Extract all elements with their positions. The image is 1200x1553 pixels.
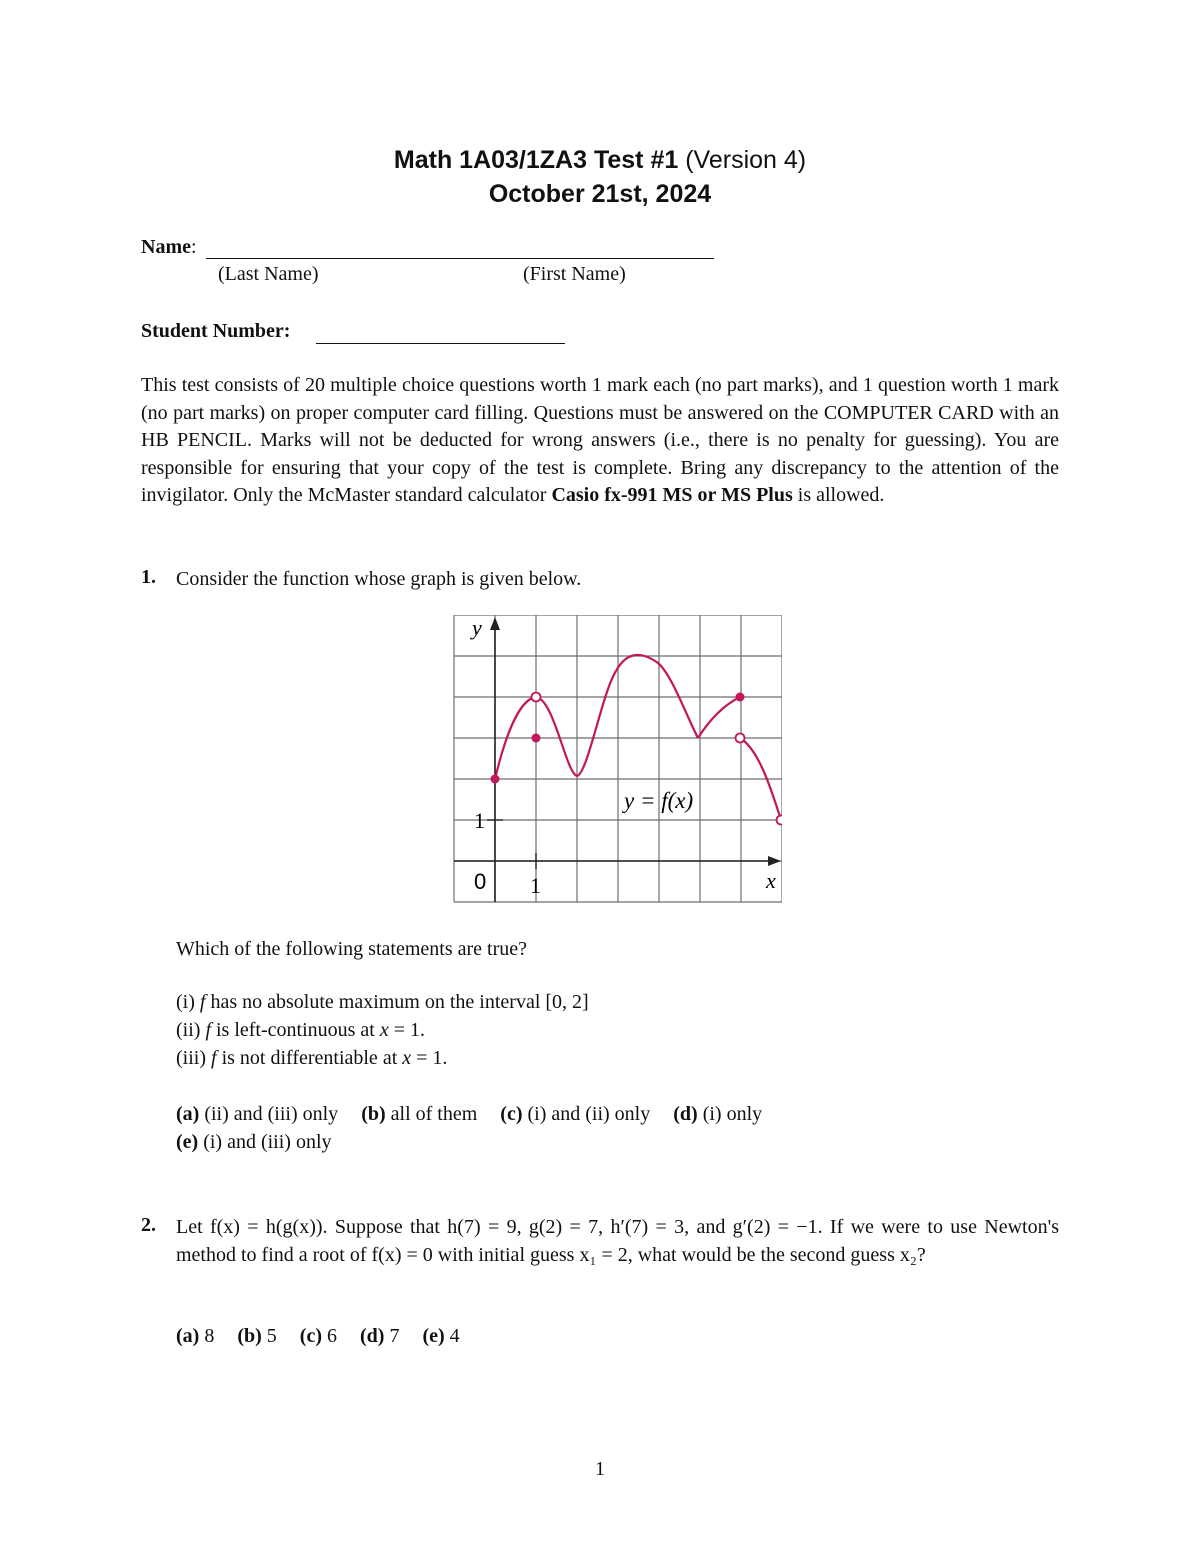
option-text: 7 bbox=[384, 1325, 400, 1347]
x-tick-label: 1 bbox=[530, 873, 541, 898]
option-text: 5 bbox=[261, 1325, 277, 1347]
option-letter: (b) bbox=[361, 1103, 386, 1125]
option-letter: (c) bbox=[299, 1325, 322, 1347]
student-number-line[interactable] bbox=[316, 343, 565, 344]
statement-iii bbox=[176, 1047, 447, 1070]
option-text: 6 bbox=[321, 1325, 337, 1347]
instructions-paragraph bbox=[141, 372, 1059, 510]
calculator-model: Casio fx-991 MS or MS Plus bbox=[551, 484, 793, 506]
instructions-text: This test consists of 20 multiple choice questions worth 1 mark each (no part marks), and 1 question worth 1 mark (no part marks) on proper computer card filling. Questions must be answered on the COMPUTER CARD with an HB PENCIL. Marks will not be deducted for wrong answers (i.e., there is no penalty for guessing). You are responsible for ensuring that your copy of the test is complete. Bring any discrepancy to the attention of the invigilator. Only the McMaster standard calculator bbox=[141, 374, 1059, 506]
option-a[interactable] bbox=[176, 1103, 338, 1125]
title-version: (Version 4) bbox=[685, 146, 807, 174]
math-var: x bbox=[402, 1047, 412, 1069]
option-d[interactable] bbox=[360, 1325, 399, 1347]
y-axis-label: y bbox=[472, 615, 482, 640]
name-colon: : bbox=[190, 236, 197, 258]
question-1-options-row-1 bbox=[176, 1103, 780, 1126]
statement-ii bbox=[176, 1019, 425, 1042]
test-title bbox=[0, 143, 1200, 211]
option-text: (ii) and (iii) only bbox=[199, 1103, 339, 1125]
question-1-options-row-2 bbox=[176, 1131, 350, 1154]
last-name-hint: (Last Name) bbox=[218, 263, 319, 285]
origin-label: 0 bbox=[474, 869, 487, 894]
option-d[interactable] bbox=[673, 1103, 762, 1125]
curve-label: y = f(x) bbox=[624, 788, 694, 813]
statement-number: (i) bbox=[176, 991, 200, 1013]
filled-point bbox=[491, 775, 500, 784]
option-c[interactable] bbox=[300, 1325, 337, 1347]
y-axis-arrow bbox=[490, 617, 500, 630]
question-2-text: Let f(x) = h(g(x)). Suppose that h(7) = 9, g(2) = 7, h′(7) = 3, and g′(2) = −1. If we were to use Newton's method to find a root of f(x) = 0 with initial guess x₁ = 2, what would be the second guess x₂? bbox=[176, 1216, 1059, 1266]
curve-segment bbox=[536, 655, 698, 776]
option-letter: (a) bbox=[176, 1103, 200, 1125]
question-2-options bbox=[176, 1325, 478, 1348]
statement-text: = 1. bbox=[388, 1019, 426, 1041]
x-axis-label: x bbox=[766, 868, 776, 893]
title-bold: Math 1A03/1ZA3 Test #1 bbox=[393, 146, 679, 174]
math-var: f bbox=[205, 1019, 211, 1041]
option-letter: (c) bbox=[500, 1103, 523, 1125]
question-1-number: 1. bbox=[141, 566, 156, 588]
name-field-label bbox=[141, 236, 197, 259]
open-point bbox=[736, 734, 745, 743]
graph-grid bbox=[454, 615, 782, 902]
option-a[interactable] bbox=[176, 1325, 214, 1347]
page-number: 1 bbox=[595, 1458, 605, 1480]
option-letter: (e) bbox=[422, 1325, 445, 1347]
title-line bbox=[0, 143, 1200, 177]
statement-i bbox=[176, 991, 589, 1014]
math-var: x bbox=[379, 1019, 389, 1041]
question-2-number: 2. bbox=[141, 1214, 156, 1236]
open-point bbox=[532, 693, 541, 702]
option-letter: (a) bbox=[176, 1325, 200, 1347]
question-1-ask: Which of the following statements are true? bbox=[176, 938, 527, 960]
student-number-label: Student Number: bbox=[141, 320, 291, 342]
option-text: 4 bbox=[444, 1325, 460, 1347]
statement-number: (iii) bbox=[176, 1047, 211, 1069]
option-letter: (d) bbox=[673, 1103, 698, 1125]
name-field-line[interactable] bbox=[206, 258, 714, 259]
option-letter: (e) bbox=[176, 1131, 199, 1153]
option-text: all of them bbox=[385, 1103, 478, 1125]
statement-text: is not differentiable at bbox=[216, 1047, 403, 1069]
statement-number: (ii) bbox=[176, 1019, 206, 1041]
filled-point bbox=[532, 734, 541, 743]
open-point bbox=[777, 816, 783, 825]
math-var: f bbox=[211, 1047, 217, 1069]
curve-segment bbox=[698, 697, 740, 738]
option-text: 8 bbox=[199, 1325, 215, 1347]
option-e[interactable] bbox=[422, 1325, 459, 1347]
option-text: (i) only bbox=[697, 1103, 763, 1125]
option-text: (i) and (ii) only bbox=[522, 1103, 651, 1125]
option-b[interactable] bbox=[361, 1103, 477, 1125]
y-tick-label: 1 bbox=[474, 808, 485, 833]
x-axis-arrow bbox=[768, 856, 781, 866]
filled-point bbox=[736, 693, 745, 702]
statement-text: is left-continuous at bbox=[211, 1019, 380, 1041]
option-letter: (d) bbox=[359, 1325, 385, 1347]
option-e[interactable] bbox=[176, 1131, 332, 1153]
name-label: Name bbox=[141, 236, 191, 258]
first-name-hint: (First Name) bbox=[523, 263, 626, 285]
math-var: f bbox=[199, 991, 206, 1013]
statement-text: has no absolute maximum on the interval [0, 2] bbox=[205, 991, 589, 1013]
option-text: (i) and (iii) only bbox=[198, 1131, 332, 1153]
question-1-text: Consider the function whose graph is given below. bbox=[176, 568, 582, 590]
option-c[interactable] bbox=[500, 1103, 650, 1125]
instructions-text-end: is allowed. bbox=[792, 484, 885, 506]
option-b[interactable] bbox=[237, 1325, 276, 1347]
function-graph bbox=[452, 615, 782, 905]
option-letter: (b) bbox=[237, 1325, 262, 1347]
statement-text: = 1. bbox=[411, 1047, 448, 1069]
test-date: October 21st, 2024 bbox=[488, 180, 712, 208]
